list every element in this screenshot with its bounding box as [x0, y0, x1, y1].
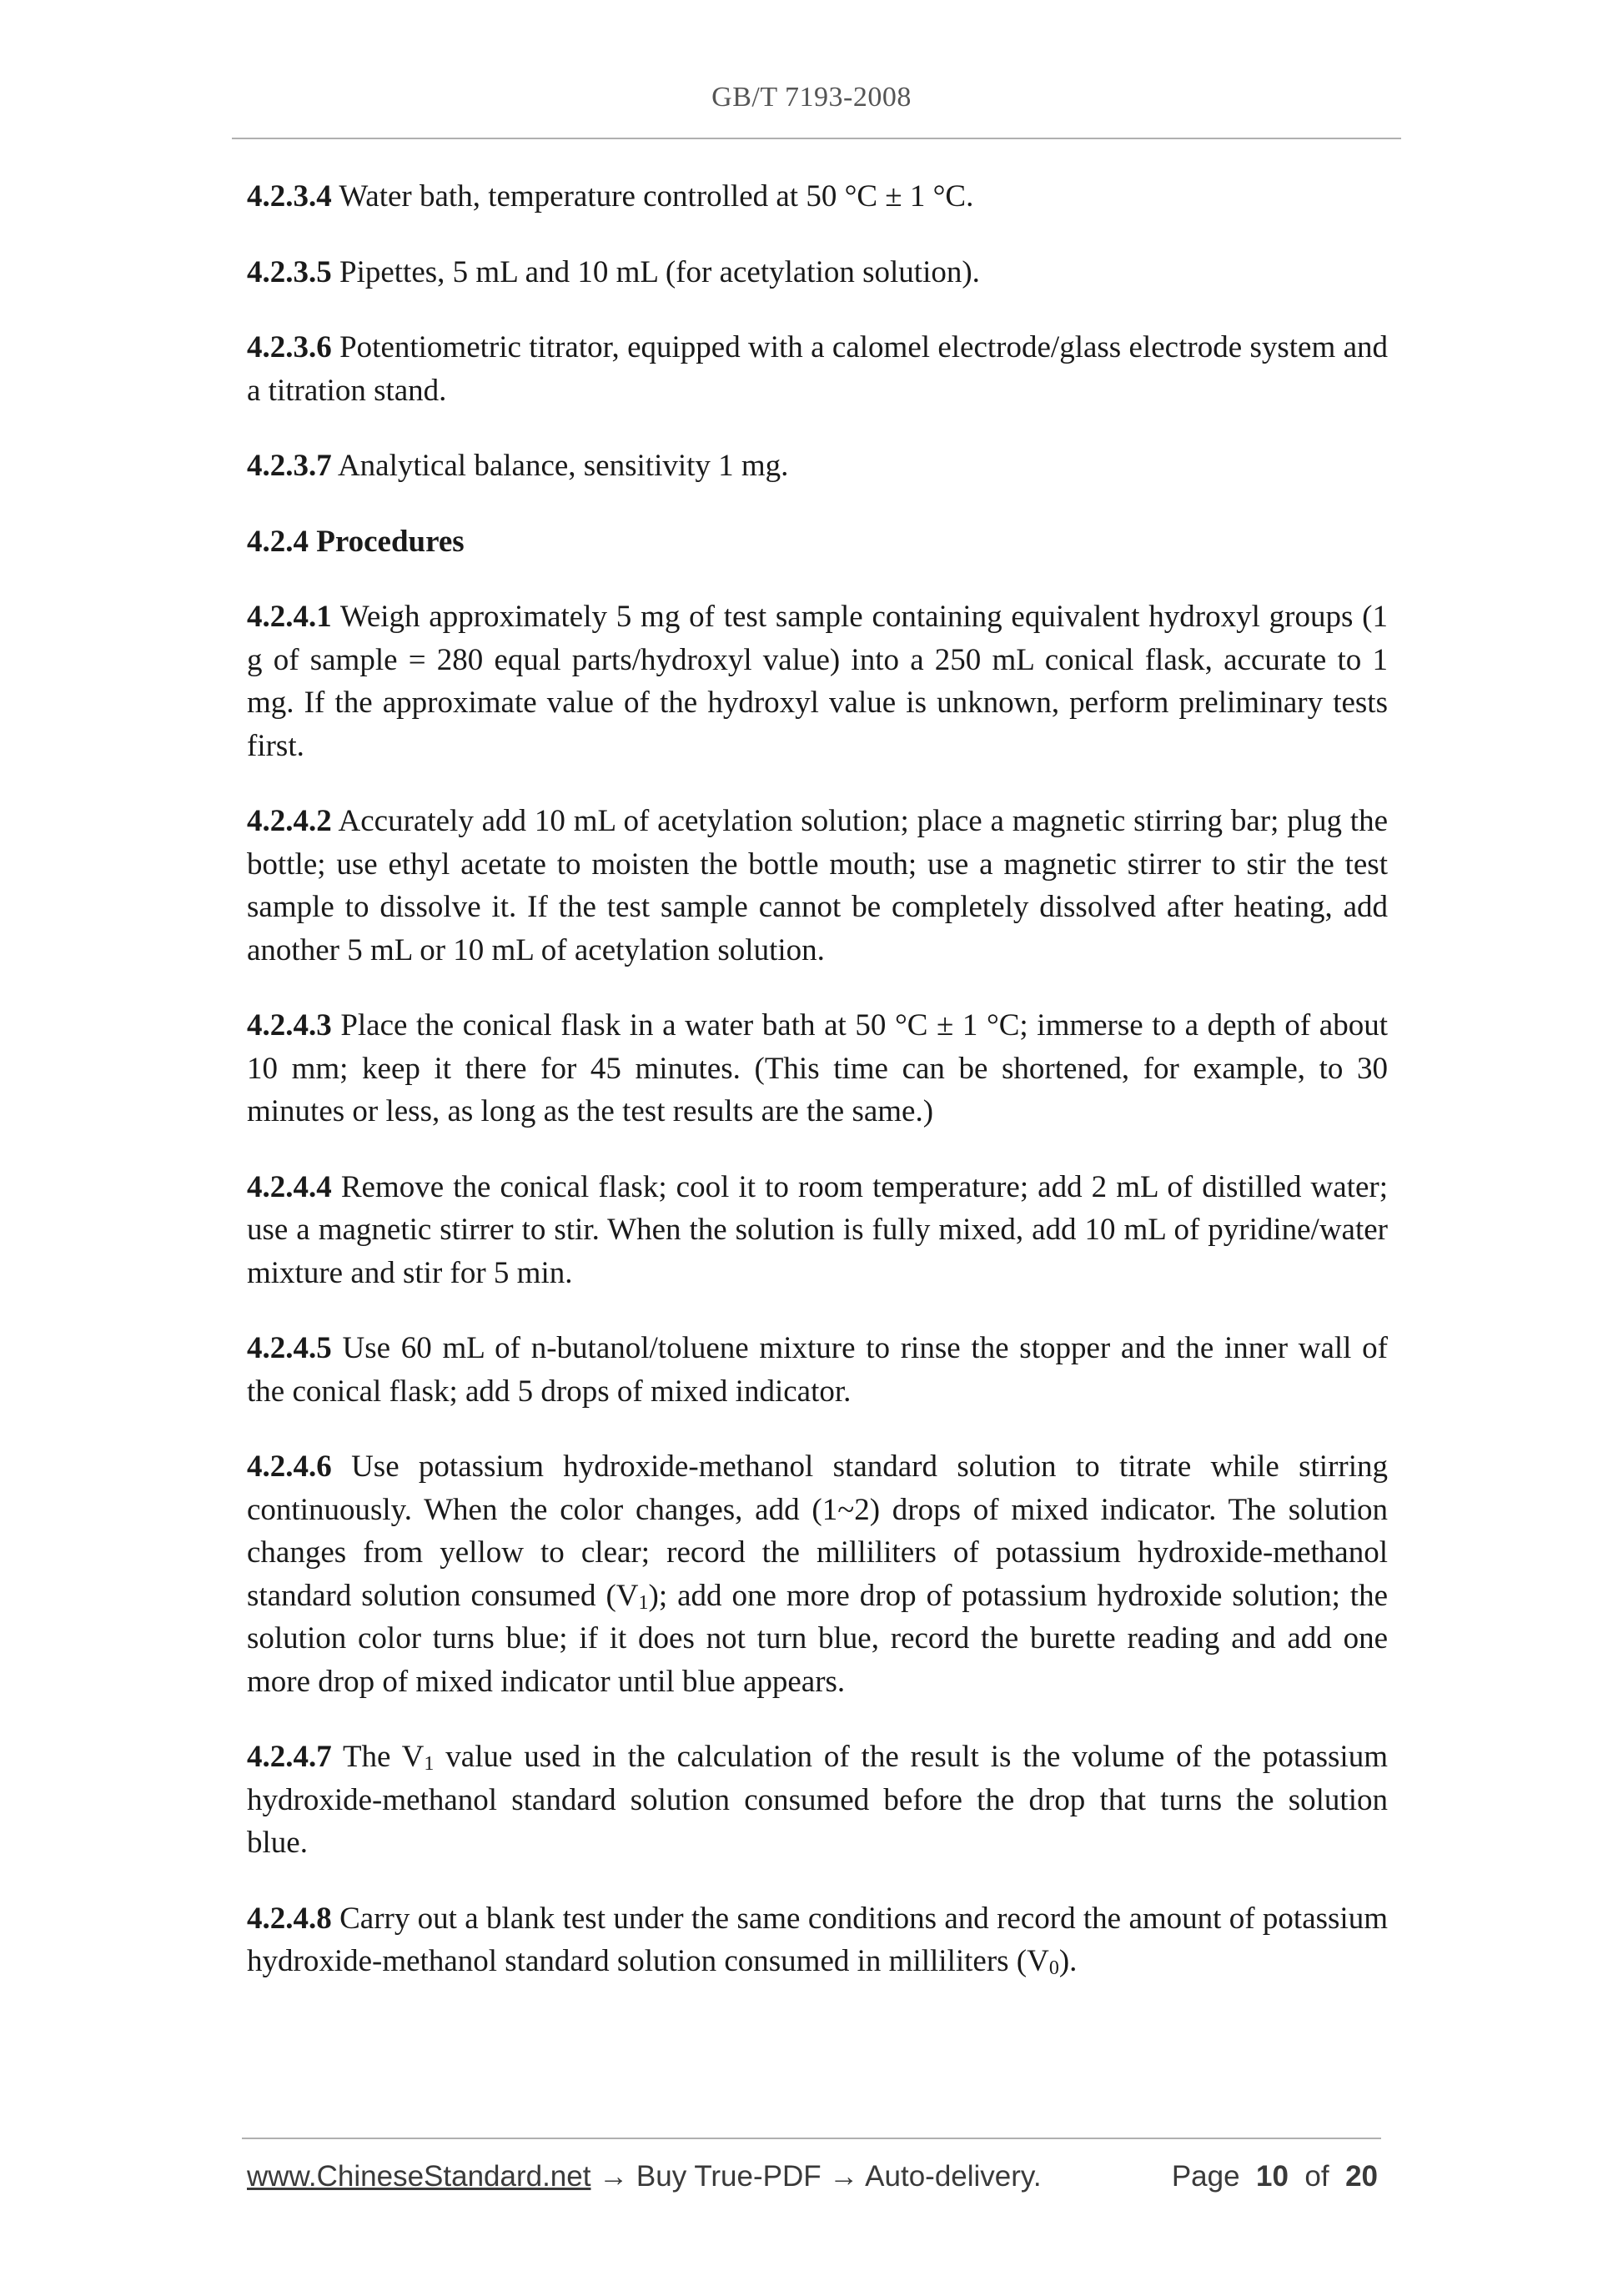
clause-4-2-4-6 — [247, 1445, 1388, 1703]
clause-number: 4.2.4.8 — [247, 1901, 332, 1936]
page-counter — [1172, 2160, 1378, 2193]
subscript: 0 — [1048, 1957, 1059, 1979]
clause-4-2-4-4 — [247, 1166, 1388, 1295]
subscript: 1 — [424, 1753, 435, 1775]
clause-number: 4.2.4.4 — [247, 1169, 332, 1204]
clause-text: Pipettes, 5 mL and 10 mL (for acetylation solution). — [331, 254, 980, 289]
clause-text: Carry out a blank test under the same conditions and record the amount of potassium hydroxide-methanol standard solution consumed in milliliters (V — [247, 1901, 1388, 1978]
clause-text: Use 60 mL of n-butanol/toluene mixture to rinse the stopper and the inner wall of the conical flask; add 5 drops of mixed indicator. — [247, 1331, 1388, 1409]
clause-number: 4.2.4.2 — [247, 804, 332, 838]
section-heading-procedures: 4.2.4 Procedures — [247, 524, 465, 559]
page-of-label: of — [1304, 2160, 1329, 2193]
clause-text: Analytical balance, sensitivity 1 mg. — [331, 449, 789, 483]
clause-number: 4.2.4.7 — [247, 1740, 332, 1774]
clause-4-2-4-5 — [247, 1327, 1388, 1413]
document-body — [247, 175, 1388, 2016]
header-divider — [232, 138, 1401, 139]
clause-number: 4.2.3.7 — [247, 449, 332, 483]
clause-4-2-3-6 — [247, 326, 1388, 412]
clause-text: Remove the conical flask; cool it to room temperature; add 2 mL of distilled water; use a magnetic stirrer to stir. When the solution is fully mixed, add 10 mL of pyridine/water mixture and stir for 5 min. — [247, 1169, 1388, 1290]
website-link[interactable]: www.ChineseStandard.net — [247, 2160, 591, 2193]
clause-4-2-4-8 — [247, 1897, 1388, 1983]
clause-number: 4.2.4.3 — [247, 1008, 332, 1042]
clause-text: Weigh approximately 5 mg of test sample containing equivalent hydroxyl groups (1 g of sample = 280 equal parts/hydroxyl value) into a 250 mL conical flask, accurate to 1 mg. If the approximate value of the hydroxyl value is unknown, perform preliminary tests first. — [247, 600, 1388, 763]
footer-tagline: → Buy True-PDF → Auto-delivery. — [590, 2160, 1042, 2193]
clause-text-continued: ); add one more drop of potassium hydroxide solution; the solution color turns blue; if it does not turn blue, record the burette reading and add one more drop of mixed indicator until blue appears. — [247, 1578, 1388, 1699]
clause-4-2-4-2 — [247, 800, 1388, 972]
clause-4-2-4-3 — [247, 1004, 1388, 1133]
clause-text: Place the conical flask in a water bath at 50 °C ± 1 °C; immerse to a depth of about 10 mm; keep it there for 45 minutes. (This time can be shortened, for example, to 30 minutes or less, as long as the test results are the same.) — [247, 1008, 1388, 1128]
clause-text: Water bath, temperature controlled at 50 °C ± 1 °C. — [331, 179, 974, 214]
clause-text: Use potassium hydroxide-methanol standard solution to titrate while stirring continuously. When the color changes, add (1~2) drops of mixed indicator. The solution changes from yellow to clear; record the milliliters of potassium hydroxide-methanol standard solution consumed (V — [247, 1449, 1388, 1613]
footer-divider — [242, 2138, 1381, 2139]
clause-text-continued: value used in the calculation of the result is the volume of the potassium hydroxide-methanol standard solution consumed before the drop that turns the solution blue. — [247, 1740, 1388, 1860]
clause-number: 4.2.4.6 — [247, 1449, 332, 1484]
footer-promo — [247, 2160, 1042, 2193]
clause-4-2-3-4 — [247, 175, 1388, 219]
page-label: Page — [1171, 2160, 1240, 2193]
clause-text: Accurately add 10 mL of acetylation solution; place a magnetic stirring bar; plug the bottle; use ethyl acetate to moisten the bottle mouth; use a magnetic stirrer to stir the test sample to dissolve it. If the test sample cannot be completely dissolved after heating, add another 5 mL or 10 mL of acetylation solution. — [247, 804, 1388, 967]
clause-4-2-4-1 — [247, 595, 1388, 767]
clause-4-2-4-7 — [247, 1736, 1388, 1865]
clause-4-2-3-5 — [247, 251, 1388, 294]
clause-text-continued: ). — [1058, 1944, 1078, 1978]
clause-number: 4.2.3.5 — [247, 254, 332, 289]
clause-text: The V — [331, 1740, 425, 1774]
clause-number: 4.2.4.1 — [247, 600, 332, 634]
clause-number: 4.2.4.5 — [247, 1331, 332, 1365]
total-pages-number: 20 — [1345, 2160, 1378, 2193]
current-page-number: 10 — [1256, 2160, 1289, 2193]
clause-number: 4.2.3.6 — [247, 330, 332, 364]
clause-number: 4.2.3.4 — [247, 179, 332, 214]
document-code-header: GB/T 7193-2008 — [711, 82, 912, 113]
clause-text: Potentiometric titrator, equipped with a calomel electrode/glass electrode system and a titration stand. — [247, 330, 1388, 408]
subscript: 1 — [638, 1591, 649, 1614]
clause-4-2-3-7 — [247, 445, 1388, 488]
